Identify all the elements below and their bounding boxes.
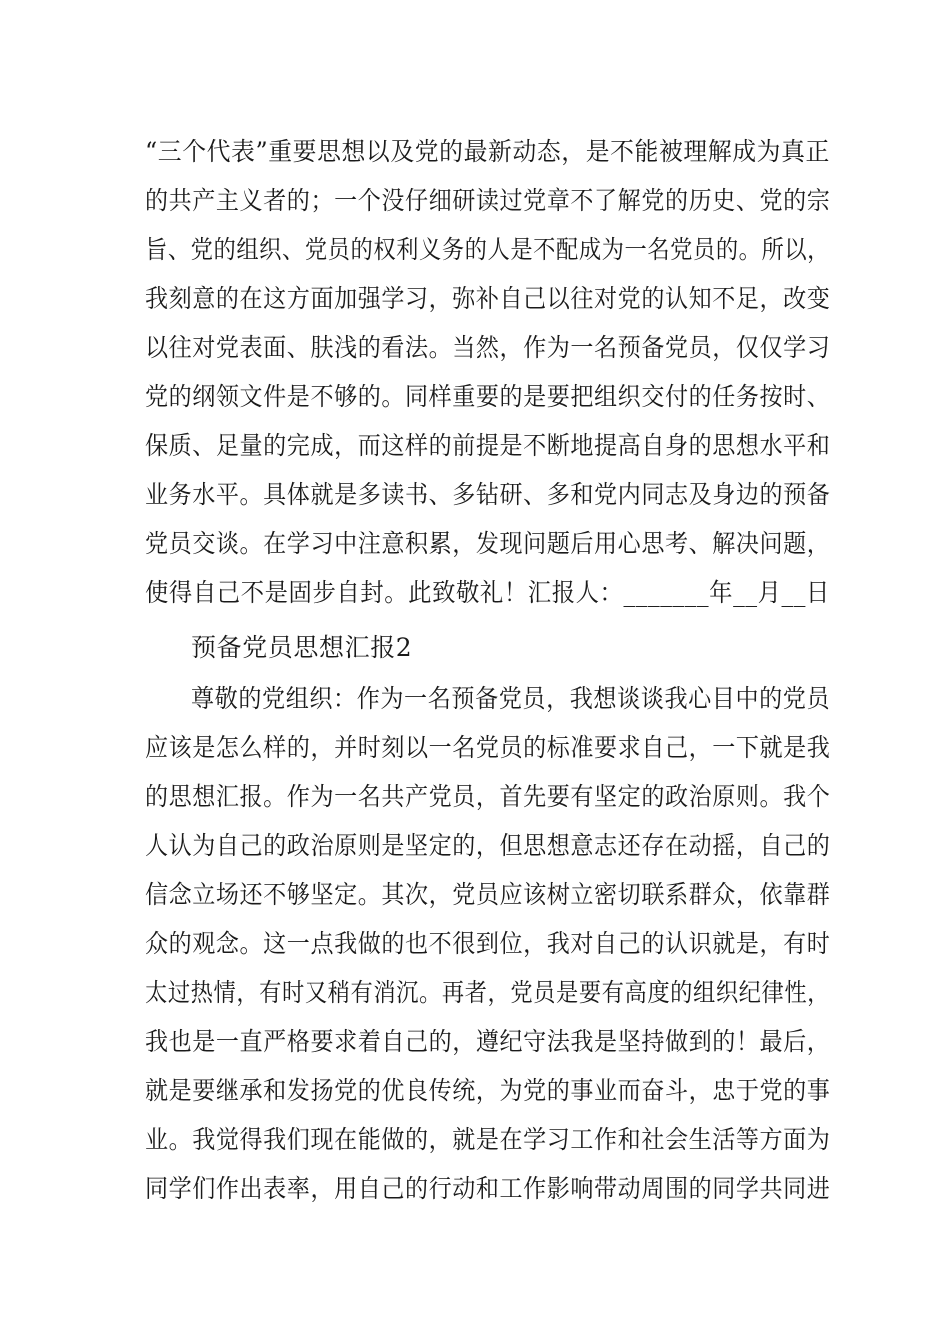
paragraph-1-line-2: 的共产主义者的；一个没仔细研读过党章不了解党的历史、党的宗 — [145, 186, 831, 215]
paragraph-1-line-1: “三个代表”重要思想以及党的最新动态，是不能被理解成为真正 — [145, 137, 830, 166]
paragraph-2-line-1: 尊敬的党组织：作为一名预备党员，我想谈谈我心目中的党员 — [191, 684, 831, 713]
paragraph-1-line-10: 使得自己不是固步自封。此致敬礼！汇报人：_______年__月__日 — [145, 578, 830, 607]
paragraph-1-line-9: 党员交谈。在学习中注意积累，发现问题后用心思考、解决问题， — [145, 529, 831, 558]
paragraph-1-line-8: 业务水平。具体就是多读书、多钻研、多和党内同志及身边的预备 — [145, 480, 831, 509]
paragraph-2-line-4: 人认为自己的政治原则是坚定的，但思想意志还存在动摇，自己的 — [145, 831, 831, 860]
section-heading: 预备党员思想汇报2 — [191, 633, 413, 662]
paragraph-2-line-11: 同学们作出表率，用自己的行动和工作影响带动周围的同学共同进 — [145, 1174, 831, 1203]
paragraph-2-line-2: 应该是怎么样的，并时刻以一名党员的标准要求自己，一下就是我 — [145, 733, 831, 762]
paragraph-2-line-10: 业。我觉得我们现在能做的，就是在学习工作和社会生活等方面为 — [145, 1125, 831, 1154]
paragraph-2-line-6: 众的观念。这一点我做的也不很到位，我对自己的认识就是，有时 — [145, 929, 831, 958]
paragraph-2-line-3: 的思想汇报。作为一名共产党员，首先要有坚定的政治原则。我个 — [145, 782, 831, 811]
paragraph-1-line-4: 我刻意的在这方面加强学习，弥补自己以往对党的认知不足，改变 — [145, 284, 831, 313]
paragraph-1-line-6: 党的纲领文件是不够的。同样重要的是要把组织交付的任务按时、 — [145, 382, 831, 411]
paragraph-1-line-5: 以往对党表面、肤浅的看法。当然，作为一名预备党员，仅仅学习 — [145, 333, 831, 362]
paragraph-1-line-7: 保质、足量的完成，而这样的前提是不断地提高自身的思想水平和 — [145, 431, 831, 460]
paragraph-1-line-3: 旨、党的组织、党员的权利义务的人是不配成为一名党员的。所以， — [145, 235, 830, 264]
paragraph-2-line-9: 就是要继承和发扬党的优良传统，为党的事业而奋斗，忠于党的事 — [145, 1076, 831, 1105]
paragraph-2-line-8: 我也是一直严格要求着自己的，遵纪守法我是坚持做到的！最后， — [145, 1027, 831, 1056]
paragraph-2-line-7: 太过热情，有时又稍有消沉。再者，党员是要有高度的组织纪律性， — [145, 978, 830, 1007]
paragraph-2-line-5: 信念立场还不够坚定。其次，党员应该树立密切联系群众，依靠群 — [145, 880, 831, 909]
